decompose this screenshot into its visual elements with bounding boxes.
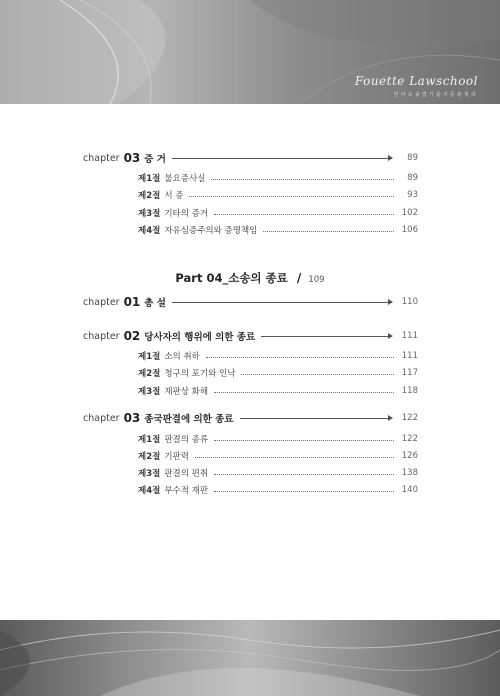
footer-banner	[0, 620, 500, 696]
chapter-page: 110	[401, 297, 418, 307]
leader-dots	[211, 179, 394, 180]
section-title: 기판력	[164, 452, 189, 462]
chapter-page: 89	[407, 153, 418, 163]
leader-dots	[214, 474, 394, 475]
section-number: 제1절	[138, 435, 161, 445]
section-title: 불요증사실	[164, 174, 206, 184]
section-title: 재판상 화해	[164, 387, 209, 397]
section-page: 106	[401, 225, 418, 235]
section-page: 140	[401, 485, 418, 495]
chapter-page: 111	[401, 331, 418, 341]
section-title: 청구의 포기와 인낙	[164, 369, 236, 379]
chapter-number: 01	[123, 295, 141, 309]
section-number: 제1절	[138, 174, 161, 184]
chapter-title: 당사자의 행위에 의한 종료	[144, 332, 256, 343]
section-row[interactable]	[138, 483, 418, 497]
chapter-number: 03	[123, 411, 141, 425]
section-page: 89	[407, 173, 418, 183]
leader-dots	[214, 214, 394, 215]
section-page: 138	[401, 468, 418, 478]
chapter-page: 122	[401, 413, 418, 423]
chapter-word: chapter	[83, 296, 120, 308]
section-row[interactable]	[138, 449, 418, 463]
section-row[interactable]	[138, 432, 418, 446]
section-row[interactable]	[138, 223, 418, 237]
chapter-word: chapter	[83, 330, 120, 342]
chapter-number: 02	[123, 329, 141, 343]
leader-dots	[195, 457, 394, 458]
section-row[interactable]	[138, 188, 418, 202]
chapter-title: 증 거	[144, 154, 166, 165]
section-row[interactable]	[138, 366, 418, 380]
brand-subtitle: 민사소송법기출지문총정리	[393, 92, 478, 98]
section-number: 제4절	[138, 226, 161, 236]
leader-dots	[189, 196, 394, 197]
part-label: Part 04_소송의 종료	[175, 271, 288, 285]
section-page: 117	[401, 368, 418, 378]
section-number: 제2절	[138, 452, 161, 462]
chapter-number: 03	[123, 151, 141, 165]
chapter-arrow-line	[240, 418, 393, 419]
section-row[interactable]	[138, 171, 418, 185]
section-title: 서 증	[164, 191, 184, 201]
section-title: 부수적 재판	[164, 486, 209, 496]
leader-dots	[214, 392, 394, 393]
chapter-title: 종국판결에 의한 종료	[144, 414, 234, 425]
section-page: 102	[401, 208, 418, 218]
chapter-row[interactable]	[83, 150, 418, 166]
footer-decoration	[0, 620, 500, 696]
section-title: 판결의 종류	[164, 435, 209, 445]
chapter-row[interactable]	[83, 410, 418, 426]
leader-dots	[263, 231, 394, 232]
section-page: 93	[407, 190, 418, 200]
section-row[interactable]	[138, 206, 418, 220]
section-title: 자유심증주의와 증명책임	[164, 226, 258, 236]
leader-dots	[214, 491, 394, 492]
section-title: 기타의 증거	[164, 209, 209, 219]
section-number: 제3절	[138, 209, 161, 219]
section-number: 제2절	[138, 369, 161, 379]
section-page: 118	[401, 386, 418, 396]
section-number: 제3절	[138, 469, 161, 479]
chapter-row[interactable]	[83, 294, 418, 310]
part-page: 109	[308, 275, 325, 285]
section-row[interactable]	[138, 384, 418, 398]
chapter-arrow-line	[172, 302, 392, 303]
section-number: 제2절	[138, 191, 161, 201]
section-number: 제1절	[138, 352, 161, 362]
chapter-word: chapter	[83, 412, 120, 424]
chapter-word: chapter	[83, 152, 120, 164]
section-title: 판결의 편취	[164, 469, 209, 479]
chapter-arrow-line	[172, 158, 392, 159]
section-page: 122	[401, 434, 418, 444]
part-slash: /	[296, 271, 302, 285]
section-number: 제3절	[138, 387, 161, 397]
chapter-row[interactable]	[83, 328, 418, 344]
section-page: 111	[401, 351, 418, 361]
section-row[interactable]	[138, 349, 418, 363]
part-heading[interactable]	[0, 267, 500, 286]
leader-dots	[214, 440, 394, 441]
section-row[interactable]	[138, 466, 418, 480]
section-number: 제4절	[138, 486, 161, 496]
section-title: 소의 취하	[164, 352, 200, 362]
leader-dots	[206, 357, 394, 358]
section-page: 126	[401, 451, 418, 461]
brand-title: Fouette Lawschool	[354, 74, 478, 88]
leader-dots	[241, 374, 394, 375]
chapter-title: 총 설	[144, 298, 166, 309]
chapter-arrow-line	[261, 336, 392, 337]
